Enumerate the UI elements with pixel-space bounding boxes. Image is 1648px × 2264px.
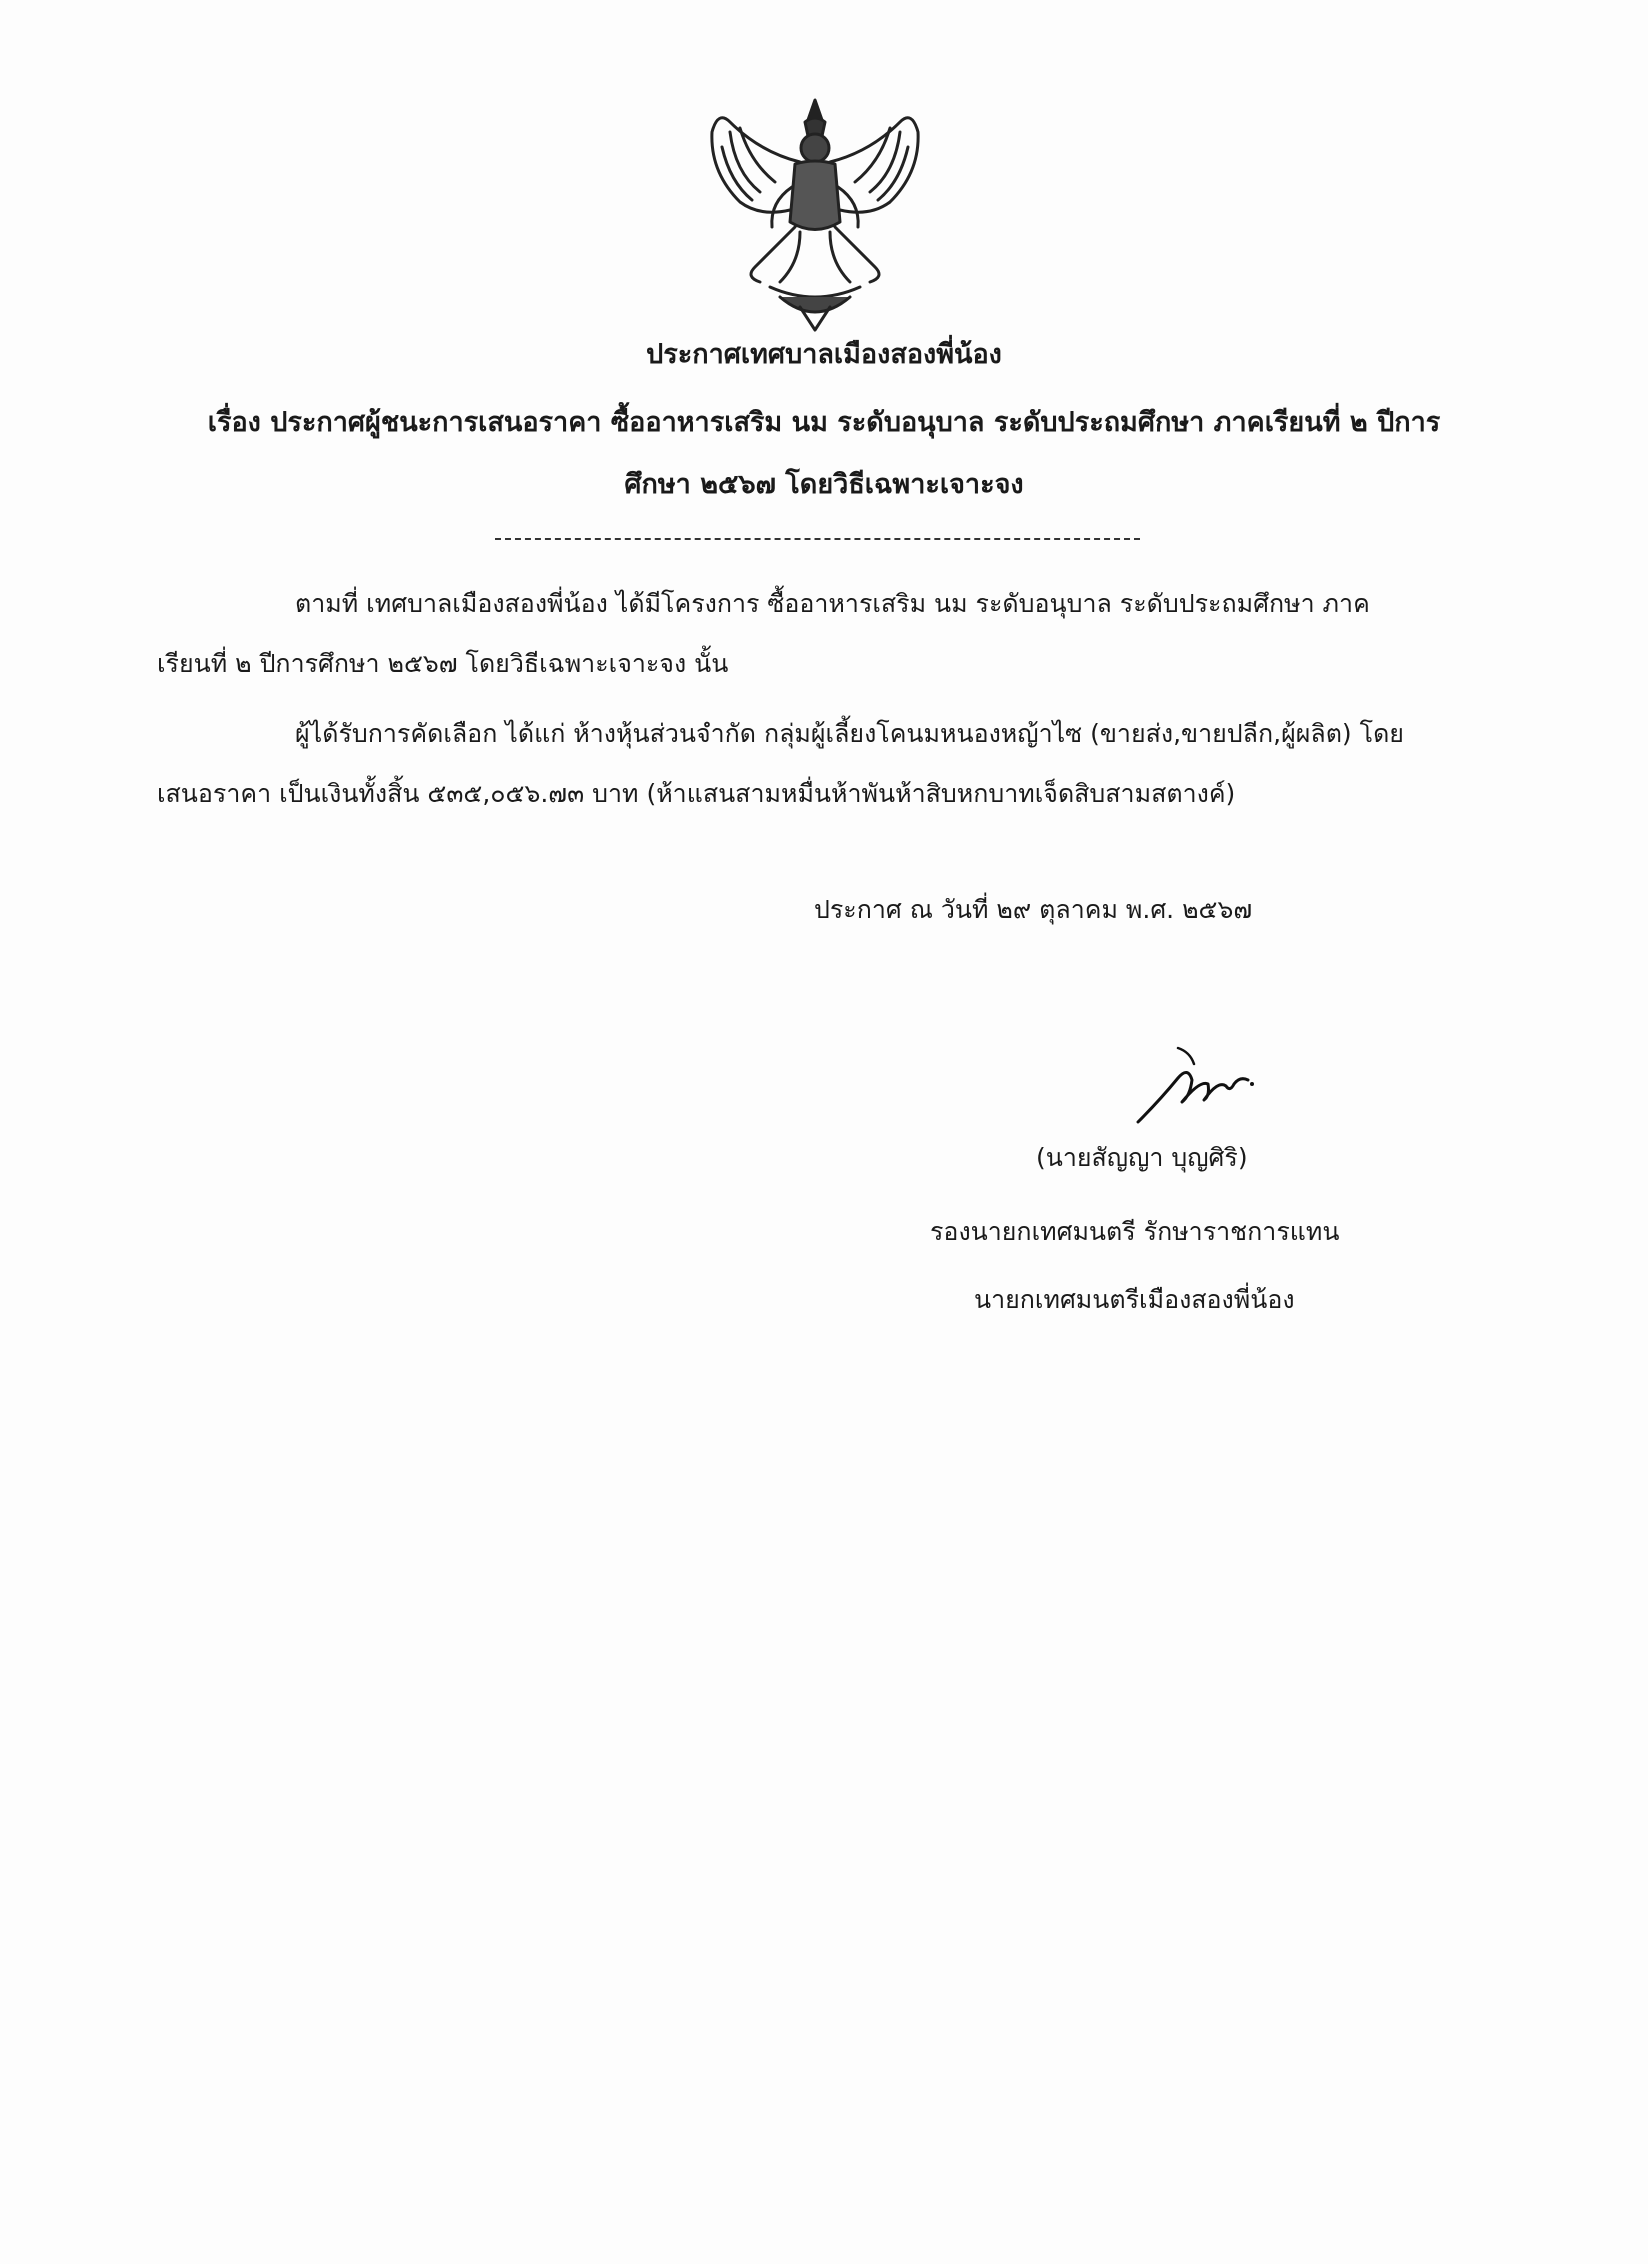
paragraph-2-line-2: เสนอราคา เป็นเงินทั้งสิ้น ๕๓๕,๐๕๖.๗๓ บาท (ห้าแสนสามหมื่นห้าพันห้าสิบหกบาทเจ็ดสิบสามสตางค์) [157,779,1236,808]
subject-line-1: เรื่อง ประกาศผู้ชนะการเสนอราคา ซื้ออาหารเสริม นม ระดับอนุบาล ระดับประถมศึกษา ภาคเรียนที่ ๒ ปีการ [207,407,1441,438]
issuer-heading: ประกาศเทศบาลเมืองสองพี่น้อง [646,339,1002,370]
signatory-position-2: นายกเทศมนตรีเมืองสองพี่น้อง [974,1285,1295,1314]
garuda-emblem-icon [700,92,930,332]
signatory-position-1: รองนายกเทศมนตรี รักษาราชการแทน [930,1217,1340,1246]
paragraph-2-line-1: ผู้ได้รับการคัดเลือก ได้แก่ ห้างหุ้นส่วนจำกัด กลุ่มผู้เลี้ยงโคนมหนองหญ้าไซ (ขายส่ง,ขายปลีก,ผู้ผลิต) โดย [295,719,1404,748]
paragraph-1-line-1: ตามที่ เทศบาลเมืองสองพี่น้อง ได้มีโครงการ ซื้ออาหารเสริม นม ระดับอนุบาล ระดับประถมศึกษา ภาค [295,589,1370,618]
dashed-divider [495,538,1140,540]
signatory-name: (นายสัญญา บุญศิริ) [1036,1143,1248,1172]
handwritten-signature-icon [1130,1040,1260,1130]
paragraph-1-line-2: เรียนที่ ๒ ปีการศึกษา ๒๕๖๗ โดยวิธีเฉพาะเจาะจง นั้น [157,649,729,678]
subject-line-2: ศึกษา ๒๕๖๗ โดยวิธีเฉพาะเจาะจง [624,469,1024,500]
announcement-date: ประกาศ ณ วันที่ ๒๙ ตุลาคม พ.ศ. ๒๕๖๗ [814,895,1253,924]
